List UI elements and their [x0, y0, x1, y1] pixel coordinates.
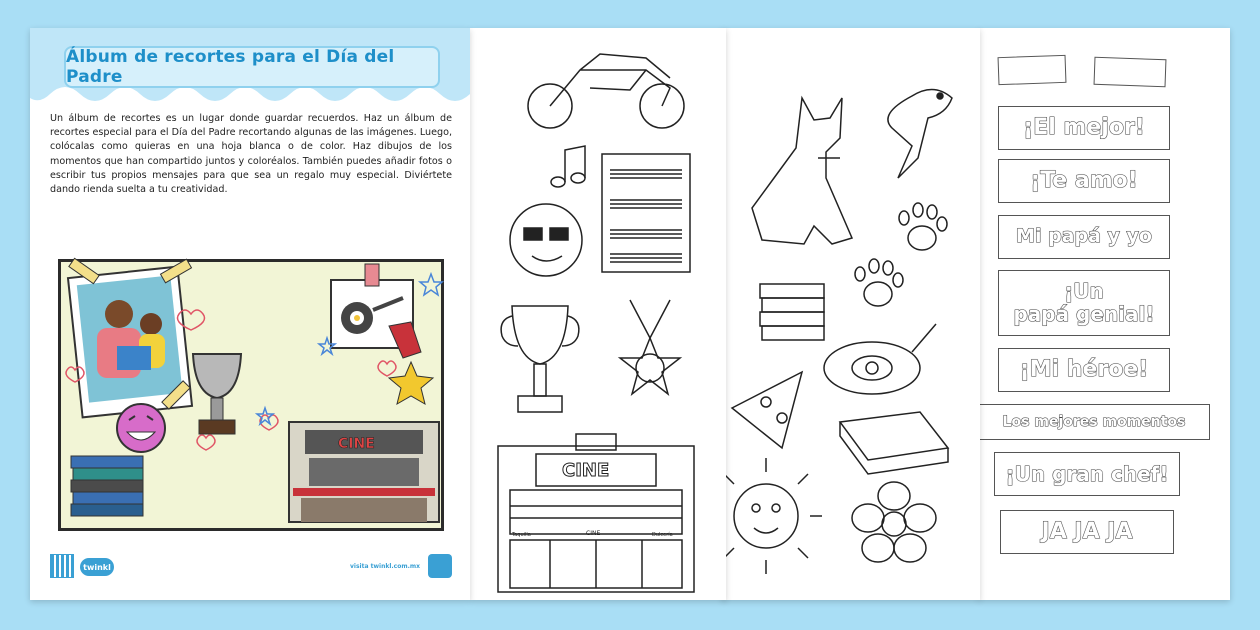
- sunglasses-emoji: [510, 204, 582, 276]
- label-un-gran-chef: [994, 452, 1180, 496]
- sheet-music-icon: [602, 154, 690, 272]
- label-text: ¡Te amo!: [1030, 168, 1138, 194]
- scrapbook-example-illustration: [58, 259, 444, 531]
- tape-strip: [1094, 57, 1167, 87]
- paw-print-icon: [899, 203, 947, 250]
- medal-outline-icon: [620, 300, 680, 394]
- motorcycle-icon: [528, 54, 684, 128]
- page-title: Álbum de recortes para el Día del Padre: [66, 47, 395, 87]
- tape-strip: [998, 55, 1067, 85]
- label-mi-heroe: [998, 348, 1170, 392]
- intro-paragraph: Un álbum de recortes es un lugar donde guardar recuerdos. Haz un álbum de recortes especial para el Día del Padre recortando algunas de las imágenes. Luego, colócalas como quieras en una hoja blanca o de color. Haz dibujos de los momentos que han compartido juntos y coloréalos. También puedes añadir fotos o escribir tus propios mensajes para que sea un regalo muy especial. Diviértete dando rienda suelta a tu creatividad.: [50, 113, 452, 196]
- cinema-outline-icon: [498, 434, 694, 592]
- twinkl-logo: twinkl: [80, 558, 114, 576]
- label-text: ¡Un: [1064, 279, 1104, 303]
- label-text: ¡Un gran chef!: [1005, 461, 1169, 486]
- book-stack-outline-icon: [760, 284, 824, 340]
- label-text: Mi papá y yo: [1016, 225, 1152, 248]
- cutout-page-3: [722, 28, 980, 600]
- music-note-icon: [551, 146, 585, 187]
- cinema-sign-large: CINE: [562, 460, 610, 481]
- box-office-label: Taquilla: [512, 532, 531, 538]
- trophy-outline-icon: [501, 306, 579, 412]
- label-text: papá genial!: [1013, 302, 1155, 326]
- label-text: ¡Mi héroe!: [1019, 357, 1149, 383]
- title-banner: [30, 28, 470, 110]
- label-el-mejor: [998, 106, 1170, 150]
- cutouts-sheet-3: [722, 28, 980, 600]
- pizza-slice-icon: [732, 372, 802, 448]
- badge-icon: [428, 554, 452, 578]
- label-text: Los mejores momentos: [1002, 413, 1186, 430]
- trophy: [193, 354, 241, 434]
- frying-pan-outline-icon: [824, 324, 936, 394]
- title-box: [64, 46, 440, 88]
- label-un-papa-genial: [998, 270, 1170, 336]
- sun-icon: [722, 458, 822, 574]
- label-ja-ja-ja: [1000, 510, 1174, 554]
- paw-print-icon-2: [855, 259, 903, 306]
- closed-book-icon: [840, 412, 948, 474]
- label-los-mejores-momentos: [978, 404, 1210, 440]
- scrapbook-scene: [61, 262, 441, 528]
- book-stack: [71, 456, 143, 516]
- label-mi-papa-y-yo: [998, 215, 1170, 259]
- family-photo: [68, 258, 192, 417]
- laughing-emoji: [117, 404, 165, 452]
- cinema-sign-small: CINE: [586, 530, 601, 537]
- label-text: ¡El mejor!: [1023, 115, 1145, 141]
- cutout-page-2: [470, 28, 726, 600]
- cutouts-sheet-2: [470, 28, 726, 600]
- cinema-sign: CINE: [338, 436, 375, 452]
- label-cutouts-page: [978, 28, 1230, 600]
- label-text: JA JA JA: [1041, 519, 1133, 545]
- page-footer: [50, 554, 452, 580]
- medal: [389, 322, 433, 404]
- parrot-icon: [888, 89, 952, 178]
- footer-website[interactable]: visita twinkl.com.mx: [350, 563, 420, 570]
- candy-shop-label: Dulcería: [652, 532, 673, 538]
- label-te-amo: [998, 159, 1170, 203]
- dog-icon: [752, 98, 852, 244]
- instruction-page: [30, 28, 470, 600]
- flower-icon: [852, 482, 936, 562]
- qr-code-icon: [50, 554, 74, 578]
